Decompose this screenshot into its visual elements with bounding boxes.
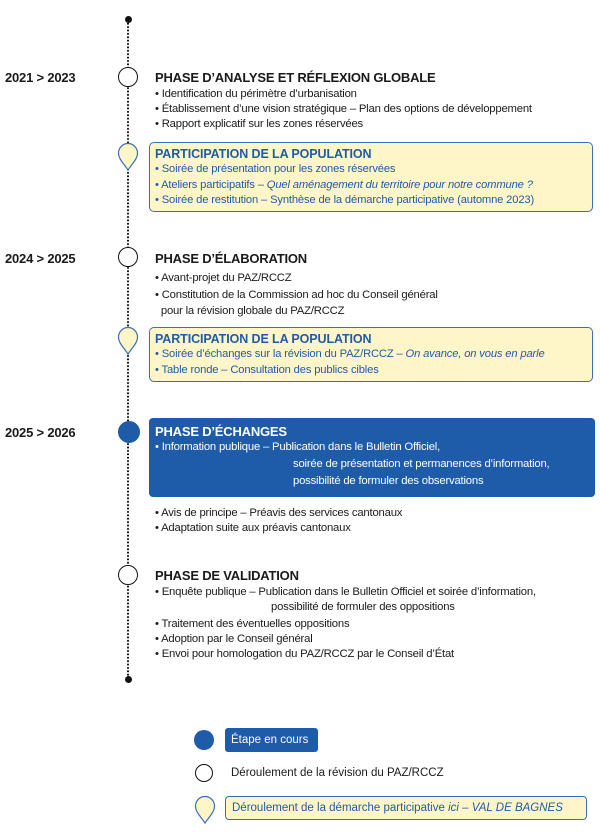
- participation-item: • Table ronde – Consultation des publics cibles: [155, 363, 379, 376]
- phase-3-title: PHASE D’ÉCHANGES: [155, 424, 287, 439]
- phase-2-title: PHASE D’ÉLABORATION: [155, 251, 307, 266]
- phase-1-title: PHASE D’ANALYSE ET RÉFLEXION GLOBALE: [155, 70, 436, 85]
- bullet: • Adoption par le Conseil général: [155, 633, 313, 645]
- legend-current-label: Étape en cours: [225, 728, 318, 752]
- participation-pin-icon: [117, 326, 139, 356]
- participation-title: PARTICIPATION DE LA POPULATION: [155, 147, 372, 161]
- participation-title: PARTICIPATION DE LA POPULATION: [155, 332, 372, 346]
- current-phase-box: [149, 418, 595, 497]
- participation-item: • Ateliers participatifs – Quel aménagement du territoire pour notre commune ?: [155, 178, 533, 191]
- phase-4-node-icon: [118, 565, 138, 585]
- bullet: • Rapport explicatif sur les zones réservées: [155, 118, 364, 130]
- highlight-bullet: • Information publique – Publication dans le Bulletin Officiel,: [155, 441, 441, 453]
- bullet: • Établissement d’une vision stratégique – Plan des options de développement: [155, 103, 532, 115]
- bullet: • Enquête publique – Publication dans le Bulletin Officiel et soirée d’information,: [155, 586, 536, 598]
- legend-revision-icon: [195, 764, 213, 782]
- timeline-end-dot: [125, 676, 132, 683]
- legend-participation-pin-icon: [194, 795, 216, 825]
- legend-participation-label: Déroulement de la démarche participative ici – VAL DE BAGNES: [225, 796, 587, 820]
- participation-box-1: [149, 142, 593, 212]
- phase-3-years: 2025 > 2026: [5, 425, 76, 440]
- bullet: • Identification du périmètre d’urbanisation: [155, 88, 357, 100]
- bullet: • Traitement des éventuelles oppositions: [155, 618, 350, 630]
- highlight-bullet-cont: soirée de présentation et permanences d’information,: [293, 458, 550, 470]
- bullet: • Constitution de la Commission ad hoc du Conseil général: [155, 288, 438, 301]
- bullet: • Avant-projet du PAZ/RCCZ: [155, 272, 292, 284]
- participation-item: • Soirée d’échanges sur la révision du PAZ/RCCZ – On avance, on vous en parle: [155, 348, 545, 360]
- legend-current-icon: [194, 730, 214, 750]
- phase-1-node-icon: [118, 67, 138, 87]
- participation-pin-icon: [117, 142, 139, 172]
- bullet: • Adaptation suite aux préavis cantonaux: [155, 522, 351, 534]
- bullet-cont: possibilité de formuler des oppositions: [271, 601, 455, 613]
- participation-box-2: [149, 327, 593, 382]
- highlight-bullet-cont: possibilité de formuler des observations: [293, 475, 484, 487]
- bullet: • Envoi pour homologation du PAZ/RCCZ par le Conseil d’État: [155, 648, 454, 660]
- phase-2-bullets: [155, 270, 438, 320]
- phase-4-title: PHASE DE VALIDATION: [155, 568, 299, 583]
- phase-1-bullets: [155, 87, 532, 132]
- phase-3-bullets: [155, 506, 402, 536]
- phase-2-node-icon: [118, 247, 138, 267]
- participation-item: • Soirée de restitution – Synthèse de la démarche participative (automne 2023): [155, 194, 535, 206]
- phase-1-years: 2021 > 2023: [5, 70, 76, 85]
- legend-revision-label: Déroulement de la révision du PAZ/RCCZ: [231, 767, 444, 779]
- participation-item: • Soirée de présentation pour les zones réservées: [155, 163, 396, 175]
- phase-2-years: 2024 > 2025: [5, 251, 76, 266]
- timeline-start-dot: [125, 16, 132, 23]
- bullet: • Avis de principe – Préavis des services cantonaux: [155, 507, 403, 519]
- phase-4-bullets: [155, 585, 536, 662]
- bullet: pour la révision globale du PAZ/RCCZ: [155, 305, 345, 317]
- phase-3-current-node-icon: [118, 421, 140, 443]
